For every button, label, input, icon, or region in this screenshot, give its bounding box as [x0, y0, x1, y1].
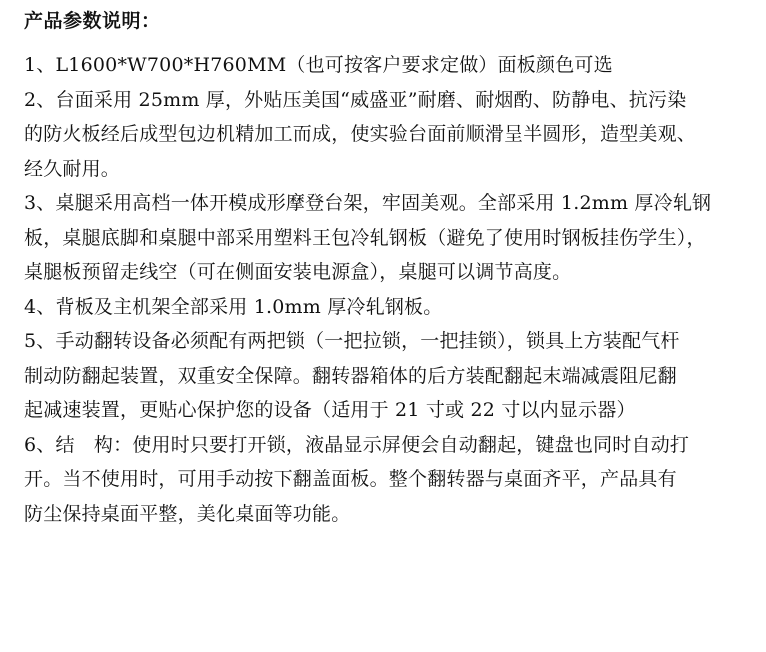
- text-line: 开。当不使用时，可用手动按下翻盖面板。整个翻转器与桌面齐平，产品具有: [24, 468, 677, 490]
- text-line: 制动防翻起装置，双重安全保障。翻转器箱体的后方装配翻起末端减震阻尼翻: [24, 364, 677, 387]
- spec-item-6: [24, 428, 760, 532]
- text-line: 起减速装置，更贴心保护您的设备（适用于 21 寸或 22 寸以内显示器）: [24, 399, 636, 421]
- text-line: 5、手动翻转设备必须配有两把锁（一把拉锁，一把挂锁），锁具上方装配气杆: [24, 330, 680, 352]
- document: [24, 6, 760, 531]
- text-line: 6、结 构：使用时只要打开锁，液晶显示屏便会自动翻起，键盘也同时自动打: [24, 433, 690, 456]
- spec-item-4: [24, 290, 760, 325]
- text-line: 4、背板及主机架全部采用 1.0mm 厚冷轧钢板。: [24, 295, 443, 318]
- text-line: 1、L1600*W700*H760MM（也可按客户要求定做）面板颜色可选: [24, 54, 613, 76]
- text-line: 板，桌腿底脚和桌腿中部采用塑料王包冷轧钢板（避免了使用时钢板挂伤学生），: [24, 226, 706, 249]
- spec-item-5: [24, 324, 760, 428]
- spec-item-1: [24, 48, 760, 83]
- text-line: 的防火板经后成型包边机精加工而成，使实验台面前顺滑呈半圆形，造型美观、: [24, 123, 697, 145]
- spec-item-3: [24, 186, 760, 290]
- document-title: 产品参数说明：: [24, 10, 161, 32]
- text-line: 2、台面采用 25mm 厚，外贴压美国“威盛亚”耐磨、耐烟酌、防静电、抗污染: [24, 88, 687, 111]
- text-line: 经久耐用。: [24, 157, 121, 180]
- text-line: 桌腿板预留走线空（可在侧面安装电源盒），桌腿可以调节高度。: [24, 261, 572, 283]
- text-line: 防尘保持桌面平整，美化桌面等功能。: [24, 502, 351, 525]
- spec-item-2: [24, 83, 760, 187]
- text-line: 3、桌腿采用高档一体开模成形摩登台架，牢固美观。全部采用 1.2mm 厚冷轧钢: [24, 192, 712, 214]
